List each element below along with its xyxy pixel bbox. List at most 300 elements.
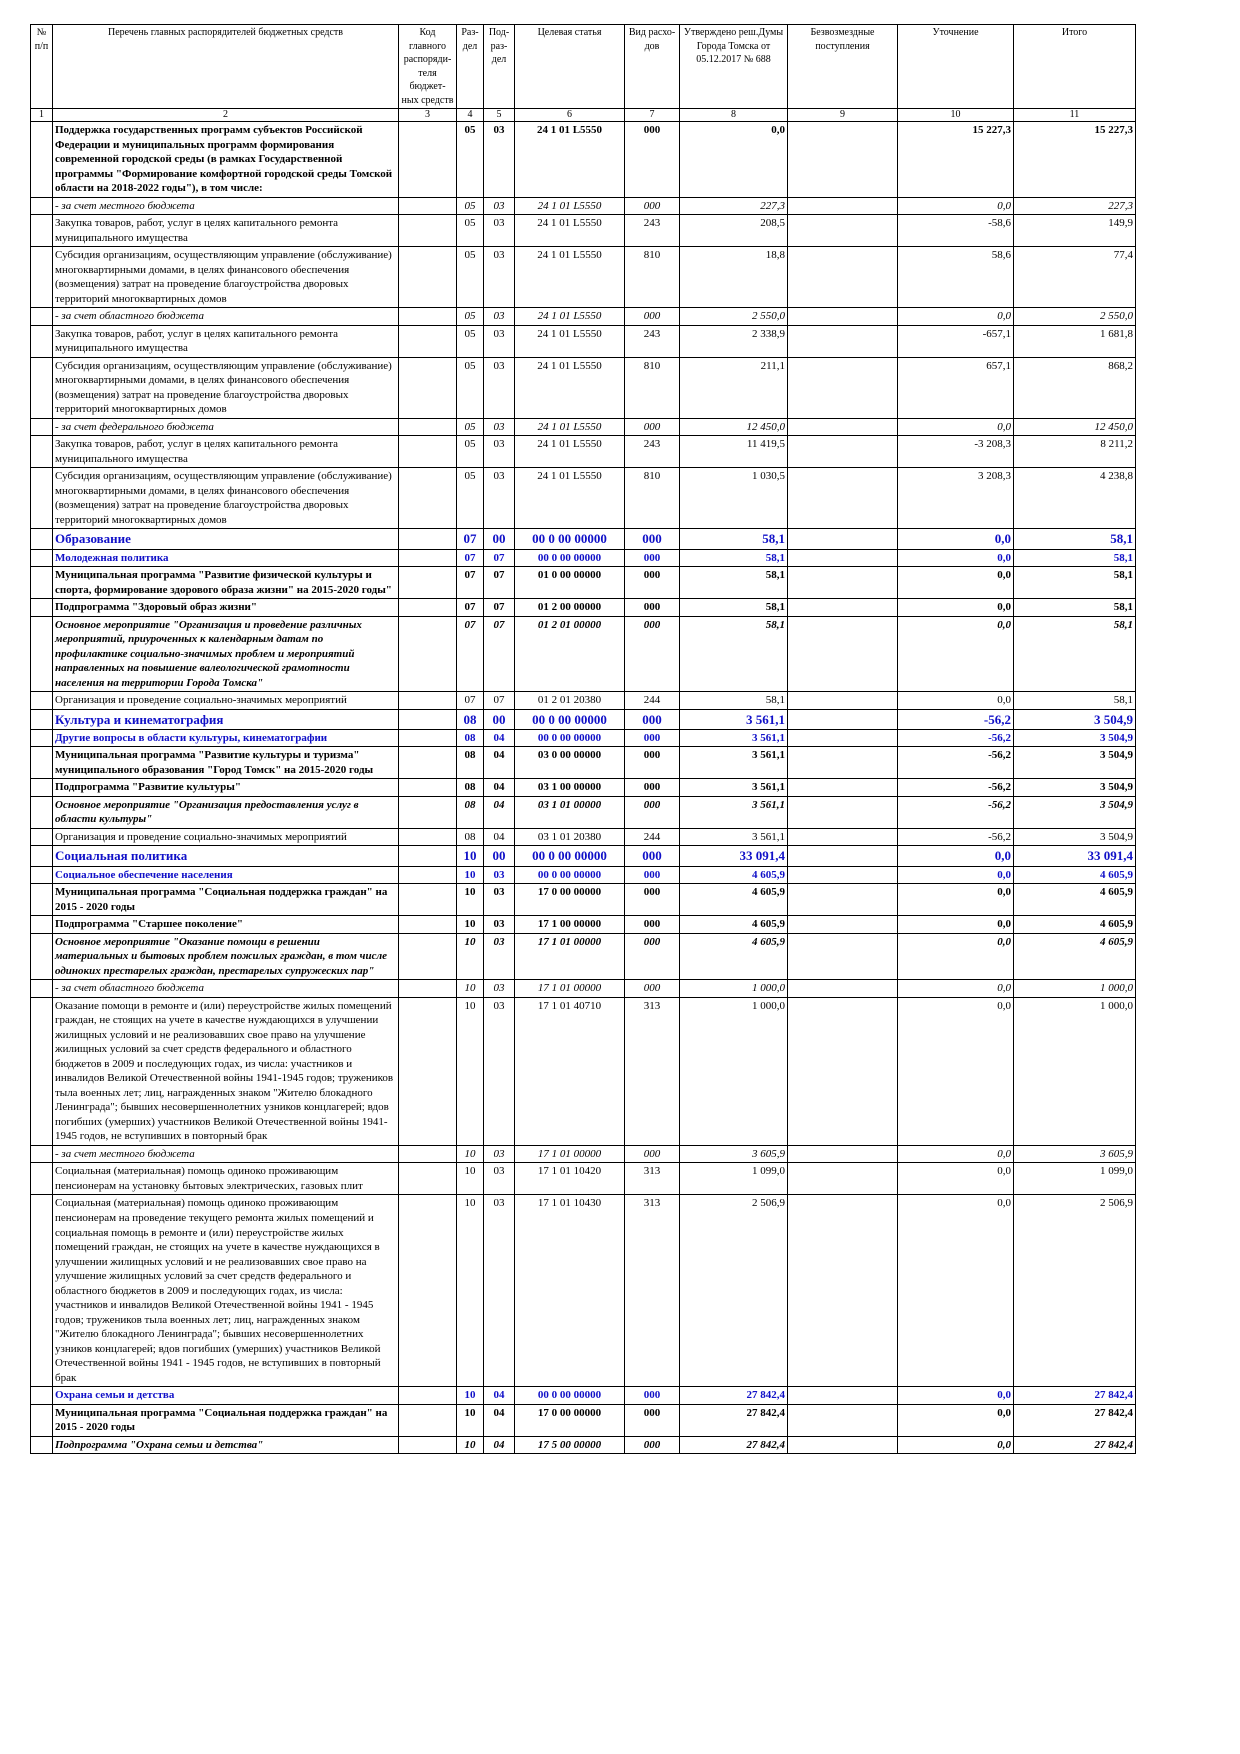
row-section: 07 xyxy=(457,599,484,617)
table-row xyxy=(31,436,1136,468)
row-target-article: 03 0 00 00000 xyxy=(515,747,625,779)
row-target-article: 17 1 01 10430 xyxy=(515,1195,625,1387)
row-gr-code xyxy=(399,866,457,884)
row-approved: 4 605,9 xyxy=(680,866,788,884)
row-expense-type: 000 xyxy=(625,197,680,215)
table-row xyxy=(31,308,1136,326)
row-total: 27 842,4 xyxy=(1014,1387,1136,1405)
row-number xyxy=(31,599,53,617)
row-adjustment: 0,0 xyxy=(898,866,1014,884)
row-approved: 3 561,1 xyxy=(680,747,788,779)
row-subsection: 07 xyxy=(484,549,515,567)
row-name: Основное мероприятие "Организация и проведение различных мероприятий, приуроченных к календарным датам по профилактике социально-значимых проблем и мероприятий направленных на повышение валеологической грамотности населения на территории Города Томска" xyxy=(53,616,399,692)
col-header: Под-раз-дел xyxy=(484,25,515,109)
row-section: 08 xyxy=(457,709,484,729)
row-number xyxy=(31,866,53,884)
row-total: 8 211,2 xyxy=(1014,436,1136,468)
table-row xyxy=(31,1436,1136,1454)
row-gr-code xyxy=(399,599,457,617)
table-row xyxy=(31,1195,1136,1387)
row-approved: 27 842,4 xyxy=(680,1404,788,1436)
row-number xyxy=(31,747,53,779)
row-gr-code xyxy=(399,1145,457,1163)
table-row xyxy=(31,916,1136,934)
row-target-article: 17 1 01 10420 xyxy=(515,1163,625,1195)
row-subsection: 03 xyxy=(484,122,515,198)
row-approved: 3 561,1 xyxy=(680,709,788,729)
row-name: Подпрограмма "Здоровый образ жизни" xyxy=(53,599,399,617)
row-adjustment: 58,6 xyxy=(898,247,1014,308)
row-section: 08 xyxy=(457,796,484,828)
row-expense-type: 313 xyxy=(625,997,680,1145)
row-target-article: 00 0 00 00000 xyxy=(515,729,625,747)
row-gr-code xyxy=(399,884,457,916)
row-subsection: 03 xyxy=(484,884,515,916)
row-section: 07 xyxy=(457,616,484,692)
row-expense-type: 244 xyxy=(625,692,680,710)
row-gr-code xyxy=(399,846,457,866)
row-adjustment: -56,2 xyxy=(898,747,1014,779)
row-section: 08 xyxy=(457,828,484,846)
row-name: Культура и кинематография xyxy=(53,709,399,729)
row-expense-type: 000 xyxy=(625,308,680,326)
row-number xyxy=(31,1436,53,1454)
row-subsection: 00 xyxy=(484,846,515,866)
row-expense-type: 244 xyxy=(625,828,680,846)
row-target-article: 00 0 00 00000 xyxy=(515,1387,625,1405)
row-grants xyxy=(788,567,898,599)
row-grants xyxy=(788,529,898,549)
row-target-article: 24 1 01 L5550 xyxy=(515,215,625,247)
row-grants xyxy=(788,692,898,710)
row-expense-type: 000 xyxy=(625,933,680,980)
row-target-article: 03 1 00 00000 xyxy=(515,779,625,797)
row-total: 4 605,9 xyxy=(1014,933,1136,980)
row-adjustment: 0,0 xyxy=(898,933,1014,980)
row-subsection: 03 xyxy=(484,1163,515,1195)
row-target-article: 00 0 00 00000 xyxy=(515,866,625,884)
row-total: 77,4 xyxy=(1014,247,1136,308)
row-gr-code xyxy=(399,1195,457,1387)
row-adjustment: -58,6 xyxy=(898,215,1014,247)
table-row xyxy=(31,828,1136,846)
row-number xyxy=(31,247,53,308)
row-subsection: 04 xyxy=(484,828,515,846)
row-number xyxy=(31,980,53,998)
row-grants xyxy=(788,549,898,567)
col-header: Уточнение xyxy=(898,25,1014,109)
table-row xyxy=(31,325,1136,357)
row-number xyxy=(31,828,53,846)
row-section: 05 xyxy=(457,215,484,247)
row-number xyxy=(31,692,53,710)
row-total: 58,1 xyxy=(1014,692,1136,710)
row-name: Субсидия организациям, осуществляющим управление (обслуживание) многоквартирными домами, в целях финансового обеспечения (возмещения) затрат на проведение благоустройства дворовых территорий многоквартирных домов xyxy=(53,247,399,308)
table-row xyxy=(31,884,1136,916)
row-expense-type: 243 xyxy=(625,325,680,357)
row-approved: 3 561,1 xyxy=(680,779,788,797)
col-number: 6 xyxy=(515,109,625,122)
table-row xyxy=(31,549,1136,567)
row-target-article: 00 0 00 00000 xyxy=(515,709,625,729)
row-grants xyxy=(788,325,898,357)
row-grants xyxy=(788,1145,898,1163)
row-approved: 18,8 xyxy=(680,247,788,308)
col-header: Итого xyxy=(1014,25,1136,109)
col-header: Перечень главных распорядителей бюджетных средств xyxy=(53,25,399,109)
row-target-article: 24 1 01 L5550 xyxy=(515,197,625,215)
row-name: Оказание помощи в ремонте и (или) переустройстве жилых помещений граждан, не стоящих на учете в качестве нуждающихся в улучшении жилищных условий и не реализовавших свое право на улучшение жилищных условий за счет средств федерального и областного бюджетов в 2009 и последующих годах, из числа: участников и инвалидов Великой Отечественной войны 1941-1945 годов; тружеников тыла военных лет; лиц, награжденных знаком "Жителю блокадного Ленинграда"; бывших несовершеннолетних узников концлагерей; вдов погибших (умерших) участников Великой Отечественной войны 1941-1945 годов, не вступивших в повторный брак xyxy=(53,997,399,1145)
row-adjustment: 0,0 xyxy=(898,846,1014,866)
row-approved: 3 605,9 xyxy=(680,1145,788,1163)
row-section: 10 xyxy=(457,1436,484,1454)
row-gr-code xyxy=(399,325,457,357)
table-row xyxy=(31,1145,1136,1163)
row-grants xyxy=(788,436,898,468)
table-header-row xyxy=(31,25,1136,109)
row-expense-type: 000 xyxy=(625,1145,680,1163)
row-adjustment: -56,2 xyxy=(898,779,1014,797)
row-number xyxy=(31,709,53,729)
row-subsection: 03 xyxy=(484,1145,515,1163)
row-subsection: 07 xyxy=(484,567,515,599)
row-target-article: 24 1 01 L5550 xyxy=(515,468,625,529)
row-grants xyxy=(788,980,898,998)
row-total: 58,1 xyxy=(1014,529,1136,549)
row-number xyxy=(31,215,53,247)
row-number xyxy=(31,308,53,326)
row-name: - за счет местного бюджета xyxy=(53,197,399,215)
row-gr-code xyxy=(399,729,457,747)
budget-document xyxy=(30,24,1136,1454)
col-number: 9 xyxy=(788,109,898,122)
row-approved: 58,1 xyxy=(680,692,788,710)
row-approved: 208,5 xyxy=(680,215,788,247)
row-total: 4 238,8 xyxy=(1014,468,1136,529)
row-subsection: 04 xyxy=(484,747,515,779)
row-subsection: 03 xyxy=(484,1195,515,1387)
row-name: Социальная политика xyxy=(53,846,399,866)
row-expense-type: 313 xyxy=(625,1195,680,1387)
row-expense-type: 000 xyxy=(625,122,680,198)
row-subsection: 00 xyxy=(484,709,515,729)
row-expense-type: 000 xyxy=(625,747,680,779)
col-number: 10 xyxy=(898,109,1014,122)
col-header: Вид расхо-дов xyxy=(625,25,680,109)
row-total: 27 842,4 xyxy=(1014,1404,1136,1436)
column-number-row xyxy=(31,109,1136,122)
row-name: Подпрограмма "Старшее поколение" xyxy=(53,916,399,934)
row-target-article: 01 2 01 20380 xyxy=(515,692,625,710)
row-section: 05 xyxy=(457,468,484,529)
row-adjustment: 0,0 xyxy=(898,1145,1014,1163)
row-grants xyxy=(788,247,898,308)
row-expense-type: 000 xyxy=(625,980,680,998)
row-subsection: 04 xyxy=(484,779,515,797)
row-name: Субсидия организациям, осуществляющим управление (обслуживание) многоквартирными домами, в целях финансового обеспечения (возмещения) затрат на проведение благоустройства дворовых территорий многоквартирных домов xyxy=(53,468,399,529)
row-approved: 1 000,0 xyxy=(680,980,788,998)
table-row xyxy=(31,1163,1136,1195)
row-grants xyxy=(788,779,898,797)
row-gr-code xyxy=(399,616,457,692)
col-header: Раз-дел xyxy=(457,25,484,109)
row-section: 10 xyxy=(457,933,484,980)
row-name: Закупка товаров, работ, услуг в целях капитального ремонта муниципального имущества xyxy=(53,325,399,357)
row-expense-type: 810 xyxy=(625,247,680,308)
row-name: Другие вопросы в области культуры, кинематографии xyxy=(53,729,399,747)
row-target-article: 01 2 00 00000 xyxy=(515,599,625,617)
row-target-article: 24 1 01 L5550 xyxy=(515,325,625,357)
row-section: 05 xyxy=(457,325,484,357)
row-approved: 3 561,1 xyxy=(680,729,788,747)
row-section: 07 xyxy=(457,692,484,710)
row-name: Закупка товаров, работ, услуг в целях капитального ремонта муниципального имущества xyxy=(53,436,399,468)
row-subsection: 03 xyxy=(484,325,515,357)
row-section: 08 xyxy=(457,779,484,797)
row-number xyxy=(31,436,53,468)
row-gr-code xyxy=(399,436,457,468)
row-subsection: 04 xyxy=(484,729,515,747)
row-target-article: 03 1 01 20380 xyxy=(515,828,625,846)
row-target-article: 01 2 01 00000 xyxy=(515,616,625,692)
row-section: 10 xyxy=(457,1145,484,1163)
row-subsection: 03 xyxy=(484,357,515,418)
col-number: 7 xyxy=(625,109,680,122)
row-expense-type: 000 xyxy=(625,796,680,828)
row-total: 3 504,9 xyxy=(1014,729,1136,747)
table-row xyxy=(31,418,1136,436)
row-expense-type: 000 xyxy=(625,567,680,599)
col-header: Целевая статья xyxy=(515,25,625,109)
row-grants xyxy=(788,215,898,247)
row-target-article: 24 1 01 L5550 xyxy=(515,122,625,198)
row-name: Социальная (материальная) помощь одиноко проживающим пенсионерам на проведение текущего ремонта жилых помещений и социальная помощь в ремонте и (или) переустройстве жилых помещений граждан, не стоящих на учете в качестве нуждающихся в улучшении жилищных условий и не реализовавших свое право на улучшение жилищных условий за счет средств федерального и областного бюджетов в 2009 и последующих годах, из числа: участников и инвалидов Великой Отечественной войны 1941 - 1945 годов; тружеников тыла военных лет; лиц, награжденных знаком "Жителю блокадного Ленинграда"; бывших несовершеннолетних узников концлагерей; вдов погибших (умерших) участников Великой Отечественной войны 1941 - 1945 годов, не вступивших в повторный брак xyxy=(53,1195,399,1387)
row-total: 58,1 xyxy=(1014,616,1136,692)
row-gr-code xyxy=(399,567,457,599)
row-expense-type: 243 xyxy=(625,215,680,247)
table-row xyxy=(31,980,1136,998)
row-grants xyxy=(788,709,898,729)
row-expense-type: 000 xyxy=(625,418,680,436)
row-adjustment: 657,1 xyxy=(898,357,1014,418)
row-section: 10 xyxy=(457,1195,484,1387)
row-adjustment: 0,0 xyxy=(898,599,1014,617)
row-section: 07 xyxy=(457,549,484,567)
row-total: 27 842,4 xyxy=(1014,1436,1136,1454)
row-subsection: 03 xyxy=(484,933,515,980)
col-number: 4 xyxy=(457,109,484,122)
row-expense-type: 000 xyxy=(625,729,680,747)
row-gr-code xyxy=(399,980,457,998)
budget-table xyxy=(30,24,1136,1454)
col-number: 5 xyxy=(484,109,515,122)
row-total: 4 605,9 xyxy=(1014,916,1136,934)
row-approved: 2 338,9 xyxy=(680,325,788,357)
row-expense-type: 243 xyxy=(625,436,680,468)
row-total: 4 605,9 xyxy=(1014,884,1136,916)
row-approved: 33 091,4 xyxy=(680,846,788,866)
row-adjustment: 0,0 xyxy=(898,997,1014,1145)
row-grants xyxy=(788,729,898,747)
row-subsection: 03 xyxy=(484,866,515,884)
row-approved: 58,1 xyxy=(680,567,788,599)
row-approved: 2 506,9 xyxy=(680,1195,788,1387)
row-gr-code xyxy=(399,122,457,198)
row-grants xyxy=(788,1195,898,1387)
table-row xyxy=(31,1387,1136,1405)
row-expense-type: 000 xyxy=(625,616,680,692)
row-expense-type: 000 xyxy=(625,1436,680,1454)
table-row xyxy=(31,747,1136,779)
row-target-article: 17 1 01 00000 xyxy=(515,1145,625,1163)
row-gr-code xyxy=(399,916,457,934)
row-gr-code xyxy=(399,692,457,710)
row-target-article: 00 0 00 00000 xyxy=(515,529,625,549)
table-row xyxy=(31,215,1136,247)
col-header: Безвозмездные поступления xyxy=(788,25,898,109)
row-expense-type: 810 xyxy=(625,468,680,529)
row-section: 05 xyxy=(457,247,484,308)
row-subsection: 07 xyxy=(484,599,515,617)
row-target-article: 00 0 00 00000 xyxy=(515,846,625,866)
row-name: Охрана семьи и детства xyxy=(53,1387,399,1405)
row-target-article: 24 1 01 L5550 xyxy=(515,247,625,308)
row-gr-code xyxy=(399,247,457,308)
row-target-article: 00 0 00 00000 xyxy=(515,549,625,567)
row-section: 08 xyxy=(457,729,484,747)
row-expense-type: 000 xyxy=(625,846,680,866)
row-section: 10 xyxy=(457,916,484,934)
row-name: Муниципальная программа "Социальная поддержка граждан" на 2015 - 2020 годы xyxy=(53,1404,399,1436)
row-gr-code xyxy=(399,418,457,436)
row-number xyxy=(31,549,53,567)
row-adjustment: 0,0 xyxy=(898,1387,1014,1405)
row-name: Социальное обеспечение населения xyxy=(53,866,399,884)
row-name: Основное мероприятие "Организация предоставления услуг в области культуры" xyxy=(53,796,399,828)
row-total: 4 605,9 xyxy=(1014,866,1136,884)
row-approved: 12 450,0 xyxy=(680,418,788,436)
row-total: 12 450,0 xyxy=(1014,418,1136,436)
row-adjustment: 0,0 xyxy=(898,549,1014,567)
row-section: 05 xyxy=(457,197,484,215)
row-adjustment: 15 227,3 xyxy=(898,122,1014,198)
row-total: 1 099,0 xyxy=(1014,1163,1136,1195)
row-number xyxy=(31,418,53,436)
row-target-article: 17 1 01 40710 xyxy=(515,997,625,1145)
row-number xyxy=(31,1195,53,1387)
col-number: 2 xyxy=(53,109,399,122)
table-row xyxy=(31,997,1136,1145)
row-name: - за счет областного бюджета xyxy=(53,308,399,326)
row-number xyxy=(31,1163,53,1195)
row-grants xyxy=(788,1436,898,1454)
row-gr-code xyxy=(399,1163,457,1195)
row-adjustment: -56,2 xyxy=(898,729,1014,747)
row-number xyxy=(31,197,53,215)
row-total: 1 000,0 xyxy=(1014,980,1136,998)
row-adjustment: 0,0 xyxy=(898,418,1014,436)
row-grants xyxy=(788,1404,898,1436)
row-total: 3 504,9 xyxy=(1014,796,1136,828)
row-section: 05 xyxy=(457,357,484,418)
row-number xyxy=(31,468,53,529)
row-total: 1 681,8 xyxy=(1014,325,1136,357)
row-grants xyxy=(788,357,898,418)
row-expense-type: 000 xyxy=(625,1404,680,1436)
row-adjustment: 0,0 xyxy=(898,692,1014,710)
row-expense-type: 313 xyxy=(625,1163,680,1195)
row-expense-type: 000 xyxy=(625,916,680,934)
row-subsection: 07 xyxy=(484,616,515,692)
row-grants xyxy=(788,468,898,529)
table-row xyxy=(31,933,1136,980)
row-adjustment: 0,0 xyxy=(898,980,1014,998)
row-approved: 58,1 xyxy=(680,529,788,549)
row-approved: 3 561,1 xyxy=(680,828,788,846)
row-number xyxy=(31,779,53,797)
row-name: Субсидия организациям, осуществляющим управление (обслуживание) многоквартирными домами, в целях финансового обеспечения (возмещения) затрат на проведение благоустройства дворовых территорий многоквартирных домов xyxy=(53,357,399,418)
row-subsection: 03 xyxy=(484,997,515,1145)
row-expense-type: 000 xyxy=(625,549,680,567)
row-approved: 11 419,5 xyxy=(680,436,788,468)
row-target-article: 17 0 00 00000 xyxy=(515,1404,625,1436)
row-adjustment: 0,0 xyxy=(898,567,1014,599)
table-row xyxy=(31,247,1136,308)
row-number xyxy=(31,796,53,828)
row-grants xyxy=(788,916,898,934)
row-number xyxy=(31,325,53,357)
table-row xyxy=(31,599,1136,617)
row-subsection: 07 xyxy=(484,692,515,710)
row-adjustment: -657,1 xyxy=(898,325,1014,357)
row-section: 10 xyxy=(457,997,484,1145)
row-adjustment: 0,0 xyxy=(898,1195,1014,1387)
row-expense-type: 000 xyxy=(625,599,680,617)
row-total: 2 550,0 xyxy=(1014,308,1136,326)
table-row xyxy=(31,779,1136,797)
table-row xyxy=(31,357,1136,418)
table-row xyxy=(31,468,1136,529)
row-approved: 3 561,1 xyxy=(680,796,788,828)
row-number xyxy=(31,916,53,934)
row-approved: 211,1 xyxy=(680,357,788,418)
row-expense-type: 000 xyxy=(625,529,680,549)
row-name: Подпрограмма "Охрана семьи и детства" xyxy=(53,1436,399,1454)
row-gr-code xyxy=(399,1436,457,1454)
row-total: 3 504,9 xyxy=(1014,709,1136,729)
row-target-article: 24 1 01 L5550 xyxy=(515,308,625,326)
row-gr-code xyxy=(399,1404,457,1436)
row-gr-code xyxy=(399,997,457,1145)
row-expense-type: 000 xyxy=(625,866,680,884)
row-gr-code xyxy=(399,933,457,980)
row-approved: 58,1 xyxy=(680,549,788,567)
row-gr-code xyxy=(399,308,457,326)
row-total: 2 506,9 xyxy=(1014,1195,1136,1387)
row-total: 3 504,9 xyxy=(1014,747,1136,779)
table-row xyxy=(31,709,1136,729)
row-gr-code xyxy=(399,215,457,247)
row-approved: 2 550,0 xyxy=(680,308,788,326)
col-number: 1 xyxy=(31,109,53,122)
table-row xyxy=(31,796,1136,828)
row-gr-code xyxy=(399,709,457,729)
row-section: 05 xyxy=(457,308,484,326)
row-number xyxy=(31,997,53,1145)
table-row xyxy=(31,567,1136,599)
row-subsection: 03 xyxy=(484,247,515,308)
row-name: Образование xyxy=(53,529,399,549)
